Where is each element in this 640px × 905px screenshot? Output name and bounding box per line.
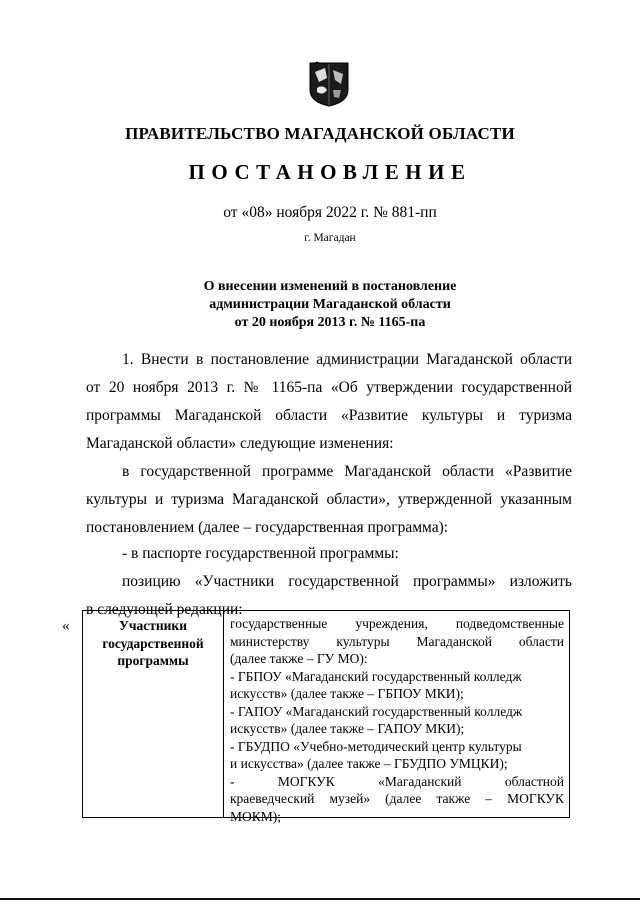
paragraph-line: 1. Внести в постановление администрации Магаданской области <box>122 351 572 368</box>
paragraph-line: культуры и туризма Магаданской области», утвержденной указанным <box>86 491 572 508</box>
table-line: государственные учреждения, подведомственные <box>230 616 564 631</box>
organization-title: ПРАВИТЕЛЬСТВО МАГАДАНСКОЙ ОБЛАСТИ <box>125 124 515 143</box>
table-line: искусств» (далее также – ГАПОУ МКИ); <box>230 721 465 736</box>
paragraph-line: от 20 ноября 2013 г. № 1165-па «Об утверждении государственной <box>86 379 572 396</box>
paragraph-2 <box>86 458 572 542</box>
paragraph-line: позицию «Участники государственной программы» изложить <box>122 573 572 590</box>
paragraph-line: Магаданской области» следующие изменения: <box>86 435 394 452</box>
table-line: министерству культуры Магаданской области <box>230 633 564 649</box>
document-subject <box>0 278 640 332</box>
table-line: - ГБПОУ «Магаданский государственный колледж <box>230 668 522 684</box>
table-line: краеведческий музей» (далее также – МОГКУК <box>230 791 564 806</box>
document-city: г. Магадан <box>304 232 356 244</box>
document-type: ПОСТАНОВЛЕНИЕ <box>188 160 472 184</box>
table-line: и искусства» (далее также – ГБУДПО УМЦКИ); <box>230 756 508 771</box>
table-line: - ГАПОУ «Магаданский государственный колледж <box>230 703 523 719</box>
table-column-divider <box>223 611 224 817</box>
paragraph-line: - в паспорте государственной программы: <box>122 545 399 562</box>
table-line: МОКМ); <box>230 808 282 824</box>
document-date-number: от «08» ноября 2022 г. № 881-пп <box>223 204 437 221</box>
paragraph-line: программы Магаданской области «Развитие культуры и туризма <box>86 407 572 424</box>
paragraph-line: в следующей редакции: <box>86 601 243 618</box>
table-line: - МОГКУК «Магаданский областной <box>230 773 564 789</box>
table-line: - ГБУДПО «Учебно-методический центр культуры <box>230 738 522 754</box>
subject-line: администрации Магаданской области <box>209 297 451 312</box>
opening-quote: « <box>62 618 70 634</box>
paragraph-3 <box>86 540 572 568</box>
page-bottom-edge <box>0 898 640 900</box>
subject-line: О внесении изменений в постановление <box>203 279 457 294</box>
participants-table <box>82 610 570 824</box>
subject-line: от 20 ноября 2013 г. № 1165-па <box>234 315 426 330</box>
coat-of-arms-icon <box>307 60 351 108</box>
table-value-cell <box>230 615 564 825</box>
paragraph-line: постановлением (далее – государственная программа): <box>86 519 449 536</box>
paragraph-line: в государственной программе Магаданской области «Развитие <box>122 463 572 480</box>
paragraph-1 <box>86 346 572 458</box>
table-header-cell: Участники государственной программы <box>102 618 204 668</box>
table-line: (далее также – ГУ МО): <box>230 651 368 666</box>
table-line: искусств» (далее также – ГБПОУ МКИ); <box>230 686 464 701</box>
